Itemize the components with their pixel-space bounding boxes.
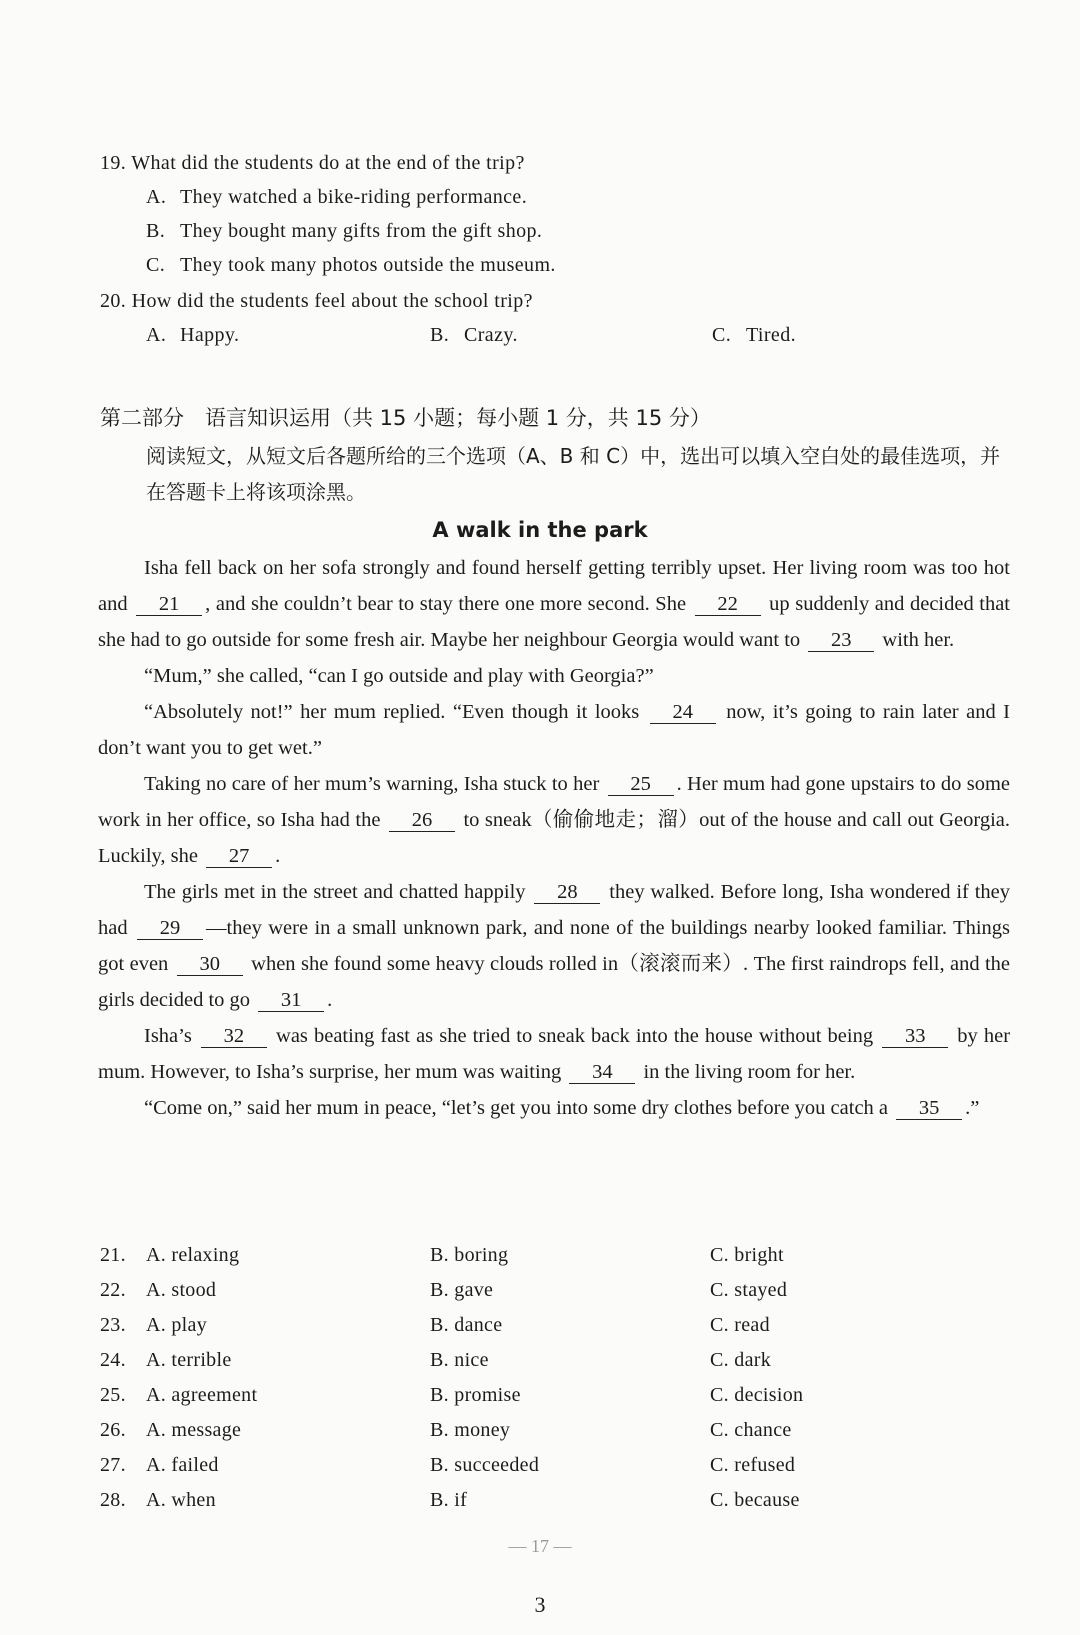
- option-text: terrible: [171, 1349, 232, 1371]
- question-20-option-b: [430, 324, 518, 347]
- blank-22: 22: [695, 593, 761, 616]
- option-letter: A.: [146, 1244, 167, 1266]
- faint-page-number: — 17 —: [508, 1536, 572, 1556]
- section-instruction: [100, 438, 1010, 510]
- option-letter: C.: [712, 324, 732, 346]
- passage-text: “Come on,” said her mum in peace, “let’s get you into some dry clothes before you catch a: [144, 1097, 889, 1119]
- answer-number: 23.: [100, 1314, 126, 1336]
- answer-option-c: [710, 1454, 795, 1477]
- blank-32: 32: [201, 1025, 267, 1048]
- option-text: They watched a bike-riding performance.: [180, 186, 528, 208]
- question-20-option-c: [712, 324, 796, 347]
- option-text: decision: [734, 1384, 804, 1406]
- answer-row-21: [100, 1244, 1010, 1278]
- paragraph-5: [98, 874, 1010, 1018]
- blank-25: 25: [608, 773, 674, 796]
- option-letter: A.: [146, 1279, 167, 1301]
- answer-option-c: [710, 1489, 800, 1512]
- passage-text: .: [275, 845, 281, 867]
- answer-option-c: [710, 1384, 803, 1407]
- blank-28: 28: [534, 881, 600, 904]
- passage-text: with her.: [882, 629, 955, 651]
- option-letter: C.: [710, 1244, 729, 1266]
- option-letter: C.: [710, 1279, 729, 1301]
- option-letter: A.: [146, 1489, 167, 1511]
- blank-35: 35: [896, 1097, 962, 1120]
- option-text: They bought many gifts from the gift shop.: [180, 220, 543, 242]
- answer-option-a: [146, 1244, 239, 1267]
- option-text: stood: [171, 1279, 217, 1301]
- option-text: if: [454, 1489, 468, 1511]
- paragraph-4: [98, 766, 1010, 874]
- answer-option-a: [146, 1419, 241, 1442]
- page-number: 3: [534, 1592, 546, 1617]
- instruction-text: 阅读短文，从短文后各题所给的三个选项（A、B 和 C）中，选出可以填入空白处的最佳选项，并在答题卡上将该项涂黑。: [146, 444, 1001, 504]
- passage-text: —they were in a small unknown park, and none of the buildings nearby looked familiar. Things got even: [98, 917, 1011, 975]
- passage-text: Isha’s: [144, 1025, 192, 1047]
- answer-option-a: [146, 1349, 232, 1372]
- option-letter: C.: [710, 1454, 729, 1476]
- option-text: failed: [171, 1454, 219, 1476]
- answer-option-b: [430, 1454, 539, 1477]
- passage-text: Taking no care of her mum’s warning, Isha stuck to her: [144, 773, 600, 795]
- option-letter: C.: [710, 1489, 729, 1511]
- option-text: agreement: [171, 1384, 258, 1406]
- option-text: read: [734, 1314, 770, 1336]
- passage-text: to sneak（偷偷地走；溜）out of the house and call out Georgia. Luckily, she: [98, 809, 1011, 867]
- passage-text: they walked. Before long, Isha wondered if they had: [98, 881, 1011, 939]
- answer-number: 28.: [100, 1489, 126, 1511]
- question-20-option-a: [146, 324, 239, 347]
- option-letter: B.: [430, 1279, 449, 1301]
- option-letter: A.: [146, 1419, 167, 1441]
- option-letter: C.: [710, 1384, 729, 1406]
- question-19-option-b: [146, 220, 542, 243]
- blank-29: 29: [137, 917, 203, 940]
- passage-text: was beating fast as she tried to sneak back into the house without being: [276, 1025, 874, 1047]
- answer-option-a: [146, 1489, 216, 1512]
- option-letter: B.: [430, 1489, 449, 1511]
- answer-number: 22.: [100, 1279, 126, 1301]
- answer-option-b: [430, 1489, 467, 1512]
- paragraph-2: “Mum,” she called, “can I go outside and play with Georgia?”: [144, 665, 654, 687]
- option-text: boring: [454, 1244, 509, 1266]
- blank-26: 26: [389, 809, 455, 832]
- answer-option-c: [710, 1349, 771, 1372]
- passage-text: now, it’s going to rain later and I don’t want you to get wet.”: [98, 701, 1010, 759]
- passage-title: A walk in the park: [432, 518, 648, 542]
- passage-text: up suddenly and decided that she had to go outside for some fresh air. Maybe her neighbour Georgia would want to: [98, 593, 1011, 651]
- option-text: refused: [734, 1454, 796, 1476]
- paragraph-1: [98, 550, 1010, 658]
- answer-option-a: [146, 1384, 257, 1407]
- question-19-stem: 19. What did the students do at the end of the trip?: [100, 152, 525, 174]
- question-19-option-c: [146, 254, 556, 277]
- option-letter: B.: [430, 1454, 449, 1476]
- paragraph-6: [98, 1018, 1010, 1090]
- option-text: bright: [734, 1244, 784, 1266]
- answer-option-c: [710, 1244, 784, 1267]
- option-text: Tired.: [746, 324, 797, 346]
- option-text: gave: [454, 1279, 494, 1301]
- option-text: chance: [734, 1419, 792, 1441]
- option-text: stayed: [734, 1279, 788, 1301]
- option-letter: B.: [430, 324, 450, 346]
- passage-text: . Her mum had gone upstairs to do some work in her office, so Isha had the: [98, 773, 1010, 831]
- answer-option-b: [430, 1314, 502, 1337]
- option-letter: A.: [146, 186, 167, 208]
- answer-option-b: [430, 1384, 521, 1407]
- option-letter: B.: [146, 220, 166, 242]
- answer-option-c: [710, 1279, 787, 1302]
- option-letter: C.: [146, 254, 166, 276]
- passage-text: “Absolutely not!” her mum replied. “Even though it looks: [144, 701, 640, 723]
- answer-option-a: [146, 1454, 219, 1477]
- option-letter: B.: [430, 1349, 449, 1371]
- option-letter: B.: [430, 1384, 449, 1406]
- answer-option-c: [710, 1314, 770, 1337]
- option-letter: A.: [146, 1384, 167, 1406]
- answer-number: 24.: [100, 1349, 126, 1371]
- option-letter: C.: [710, 1419, 729, 1441]
- answer-row-24: [100, 1349, 1010, 1383]
- passage-text: when she found some heavy clouds rolled in（滚滚而来）. The first raindrops fell, and the girls decided to go: [98, 953, 1011, 1011]
- passage-text: The girls met in the street and chatted happily: [144, 881, 526, 903]
- option-letter: B.: [430, 1244, 449, 1266]
- option-text: because: [734, 1489, 800, 1511]
- answer-option-b: [430, 1244, 508, 1267]
- blank-31: 31: [258, 989, 324, 1012]
- answer-row-25: [100, 1384, 1010, 1418]
- answer-row-22: [100, 1279, 1010, 1313]
- answer-option-a: [146, 1314, 207, 1337]
- answer-option-b: [430, 1419, 510, 1442]
- passage-text: Isha fell back on her sofa strongly and found herself getting terribly upset. Her living room was too hot and: [98, 557, 1010, 615]
- passage-text: .”: [965, 1097, 980, 1119]
- blank-33: 33: [882, 1025, 948, 1048]
- answer-number: 25.: [100, 1384, 126, 1406]
- option-text: nice: [454, 1349, 489, 1371]
- option-text: Crazy.: [464, 324, 518, 346]
- option-text: when: [171, 1489, 216, 1511]
- question-19-option-a: [146, 186, 527, 209]
- passage-text: in the living room for her.: [643, 1061, 856, 1083]
- option-text: message: [171, 1419, 242, 1441]
- answer-option-b: [430, 1279, 493, 1302]
- passage-text: .: [327, 989, 333, 1011]
- answer-number: 21.: [100, 1244, 126, 1266]
- passage-text: by her mum. However, to Isha’s surprise, her mum was waiting: [98, 1025, 1011, 1083]
- blank-24: 24: [650, 701, 716, 724]
- paragraph-7: [98, 1090, 1010, 1126]
- answer-row-26: [100, 1419, 1010, 1453]
- option-letter: C.: [710, 1349, 729, 1371]
- blank-34: 34: [569, 1061, 635, 1084]
- option-text: play: [171, 1314, 207, 1336]
- option-text: promise: [454, 1384, 521, 1406]
- cloze-passage: [98, 550, 1010, 1126]
- answer-number: 26.: [100, 1419, 126, 1441]
- passage-text: , and she couldn’t bear to stay there one more second. She: [205, 593, 687, 615]
- answer-row-28: [100, 1489, 1010, 1523]
- option-text: succeeded: [454, 1454, 540, 1476]
- answer-option-a: [146, 1279, 216, 1302]
- option-letter: A.: [146, 1349, 167, 1371]
- blank-30: 30: [177, 953, 243, 976]
- option-letter: A.: [146, 1314, 167, 1336]
- paragraph-3: [98, 694, 1010, 766]
- option-text: They took many photos outside the museum.: [180, 254, 556, 276]
- answer-option-b: [430, 1349, 489, 1372]
- option-text: money: [454, 1419, 511, 1441]
- option-text: dark: [734, 1349, 772, 1371]
- blank-23: 23: [808, 629, 874, 652]
- option-text: dance: [454, 1314, 503, 1336]
- blank-21: 21: [136, 593, 202, 616]
- option-letter: A.: [146, 324, 167, 346]
- answer-row-23: [100, 1314, 1010, 1348]
- option-letter: C.: [710, 1314, 729, 1336]
- section-heading: 第二部分 语言知识运用（共 15 小题；每小题 1 分，共 15 分）: [100, 406, 711, 430]
- option-text: Happy.: [180, 324, 240, 346]
- question-20-stem: 20. How did the students feel about the school trip?: [100, 290, 533, 312]
- answer-option-c: [710, 1419, 792, 1442]
- option-letter: B.: [430, 1314, 449, 1336]
- blank-27: 27: [206, 845, 272, 868]
- option-text: relaxing: [171, 1244, 240, 1266]
- answer-row-27: [100, 1454, 1010, 1488]
- option-letter: A.: [146, 1454, 167, 1476]
- option-letter: B.: [430, 1419, 449, 1441]
- answer-number: 27.: [100, 1454, 126, 1476]
